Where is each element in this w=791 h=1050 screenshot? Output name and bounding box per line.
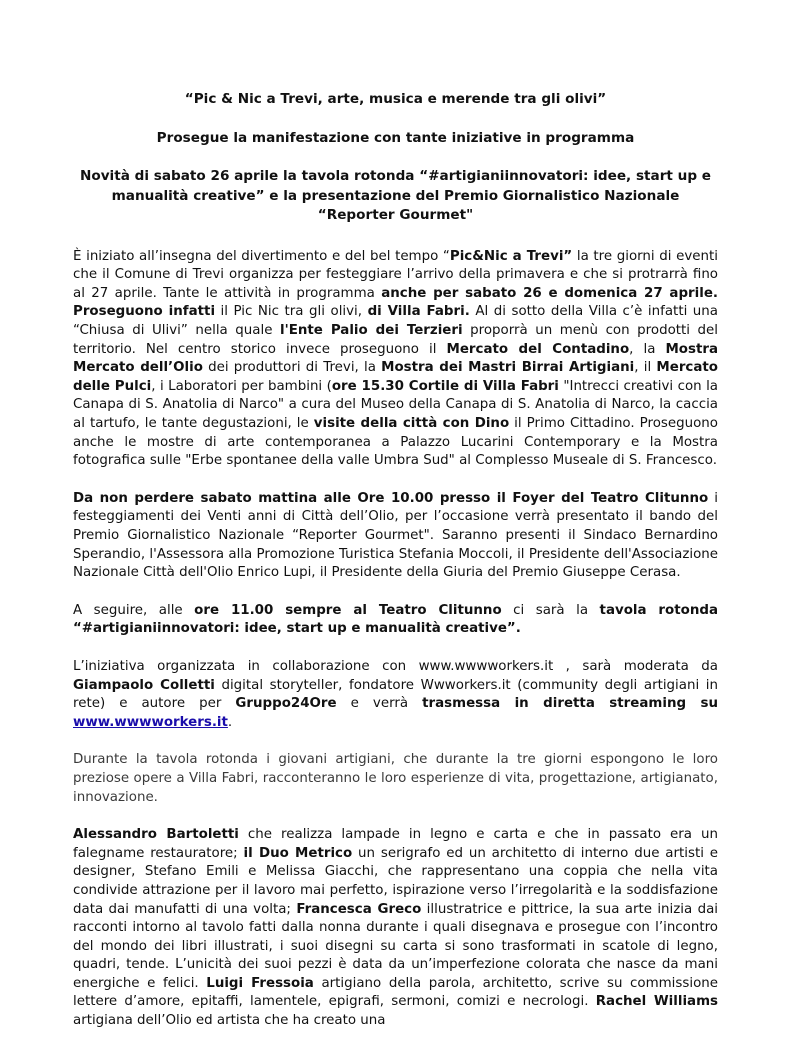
text-run: L’iniziativa organizzata in collaborazione con www.wwwworkers.it , sarà moderata da	[73, 658, 718, 674]
bold-text: il Duo Metrico	[243, 845, 353, 861]
news-headline: Novità di sabato 26 aprile la tavola rotonda “#artigianiinnovatori: idee, start up e manualità creative” e la presentazione del Premio Giornalistico Nazionale “Reporter Gourmet"	[79, 168, 712, 224]
bold-text: trasmessa in diretta streaming su	[422, 696, 719, 712]
text-run: il Primo Cittadino. Proseguono anche le mostre di arte contemporanea a Palazzo Lucarini Contemporary e la Mostra fotografica sulle "Erbe spontanee della valle Umbra Sud" al Complesso Museale di S. Francesco.	[73, 416, 718, 469]
text-run: Al di sotto della Villa c’è infatti una “Chiusa di Ulivi” nella quale	[73, 304, 718, 339]
text-run: Durante la tavola rotonda i giovani artigiani, che durante la tre giorni espongono le loro preziose opere a Villa Fabri, racconteranno le loro esperienze di vita, progettazione, artigianato, innovazione.	[73, 752, 718, 805]
text-run: .	[227, 714, 233, 730]
text-run: ci sarà la	[501, 602, 600, 618]
paragraph-artisans-intro	[73, 751, 718, 807]
bold-text: Giampaolo Colletti	[73, 677, 215, 693]
paragraph-program	[73, 248, 718, 471]
bold-text: ore 15.30 Cortile di Villa Fabri	[331, 378, 559, 394]
bold-text: Mostra Mercato dell’Olio	[73, 341, 718, 376]
headline: “Pic & Nic a Trevi, arte, musica e merende tra gli olivi”	[184, 91, 607, 107]
website-link[interactable]: www.wwwworkers.it	[73, 714, 228, 730]
text-run: A seguire, alle	[73, 602, 195, 618]
text-run: proporrà un menù con prodotti del territorio. Nel centro storico invece proseguono il	[73, 323, 718, 357]
bold-text: Mercato delle Pulci	[73, 360, 718, 394]
text-run: un serigrafo ed un architetto di interno due artisti e designer, Stefano Emili e Melissa Giacchi, che rappresentano una coppia che nella vita condivide attrazione per il lavoro mai perfetto, ispirazione verso l’irregolarità e la soddisfazione data dai manufatti di una volta;	[73, 845, 718, 917]
bold-text: Luigi Fressoia	[206, 975, 314, 991]
bold-text: tavola rotonda “#artigianiinnovatori: idee, start up e manualità creative”.	[73, 602, 718, 637]
paragraph-artisans-list	[73, 826, 718, 1031]
bold-text: Francesca Greco	[296, 901, 422, 917]
bold-text: l'Ente Palio dei Terzieri	[280, 323, 463, 339]
text-run: digital storyteller, fondatore Wwworkers.it (community degli artigiani in rete) e autore per	[73, 677, 718, 712]
text-run: che realizza lampade in legno e carta e che in passato era un falegname restauratore;	[73, 827, 719, 861]
text-run: la tre giorni di eventi che il Comune di Trevi organizza per festeggiare l’arrivo della primavera e che si protrarrà fino al 27 aprile. Tante le attività in programma	[73, 248, 718, 301]
paragraph-moderator	[73, 658, 718, 732]
bold-text: Alessandro Bartoletti	[73, 827, 239, 843]
bold-text: Da non perdere sabato mattina alle Ore 10.00 presso il Foyer del Teatro Clitunno	[73, 490, 709, 506]
document-page	[73, 90, 718, 1050]
bold-text: Rachel Williams	[595, 994, 718, 1010]
bold-text: di Villa Fabri.	[367, 304, 470, 320]
text-run: È iniziato all’insegna del divertimento e del bel tempo “	[73, 248, 450, 264]
text-run: e verrà	[336, 696, 423, 712]
paragraph-round-table	[73, 602, 718, 639]
text-run: , il	[634, 360, 657, 376]
text-run: , i Laboratori per bambini (	[151, 378, 332, 394]
paragraph-foyer-event	[73, 490, 718, 583]
bold-text: ore 11.00 sempre al Teatro Clitunno	[194, 602, 502, 618]
subheadline: Prosegue la manifestazione con tante iniziative in programma	[156, 129, 635, 146]
text-run: illustratrice e pittrice, la sua arte inizia dai racconti intorno al tavolo fatti dalla nonna durante i quali disegnava e prosegue con l’incontro del mondo dei libri illustrati, i suoi disegni su carta si sono trasformati in scatole di legno, quadri, tende. L’unicità dei suoi pezzi è data da un’imperfezione colorata che nasce da mani energiche e felici.	[73, 901, 718, 991]
bold-text: Mercato del Contadino	[446, 341, 630, 357]
text-run: dei produttori di Trevi, la	[202, 360, 382, 376]
bold-text: anche per sabato 26 e domenica 27 aprile. Proseguono infatti	[73, 285, 718, 320]
text-run: il Pic Nic tra gli olivi,	[215, 304, 368, 320]
text-run: i festeggiamenti dei Venti anni di Città dell’Olio, per l’occasione verrà presentato il bando del Premio Giornalistico Nazionale “Reporter Gourmet". Saranno presenti il Sindaco Bernardino Sperandio, l'Assessora alla Promozione Turistica Stefania Moccoli, il Presidente dell'Associazione Nazionale Città dell'Olio Enrico Lupi, il Presidente della Giuria del Premio Giuseppe Cerasa.	[73, 490, 719, 581]
text-run: "Intrecci creativi con la Canapa di S. Anatolia di Narco" a cura del Museo della Canapa di S. Anatolia di Narco, la caccia al tartufo, le tante degustazioni, le	[73, 378, 718, 432]
bold-text: Mostra dei Mastri Birrai Artigiani	[381, 360, 635, 376]
bold-text: Gruppo24Ore	[235, 696, 337, 712]
text-run: , la	[629, 341, 666, 357]
bold-text: Pic&Nic a Trevi”	[449, 248, 573, 264]
text-run: artigiano della parola, architetto, scrive su commissione lettere d’amore, epitaffi, lamentele, epigrafi, sermoni, comizi e necrologi.	[73, 975, 718, 1010]
text-run: artigiana dell’Olio ed artista che ha creato una	[73, 1013, 386, 1029]
bold-text: visite della città con Dino	[313, 416, 510, 432]
